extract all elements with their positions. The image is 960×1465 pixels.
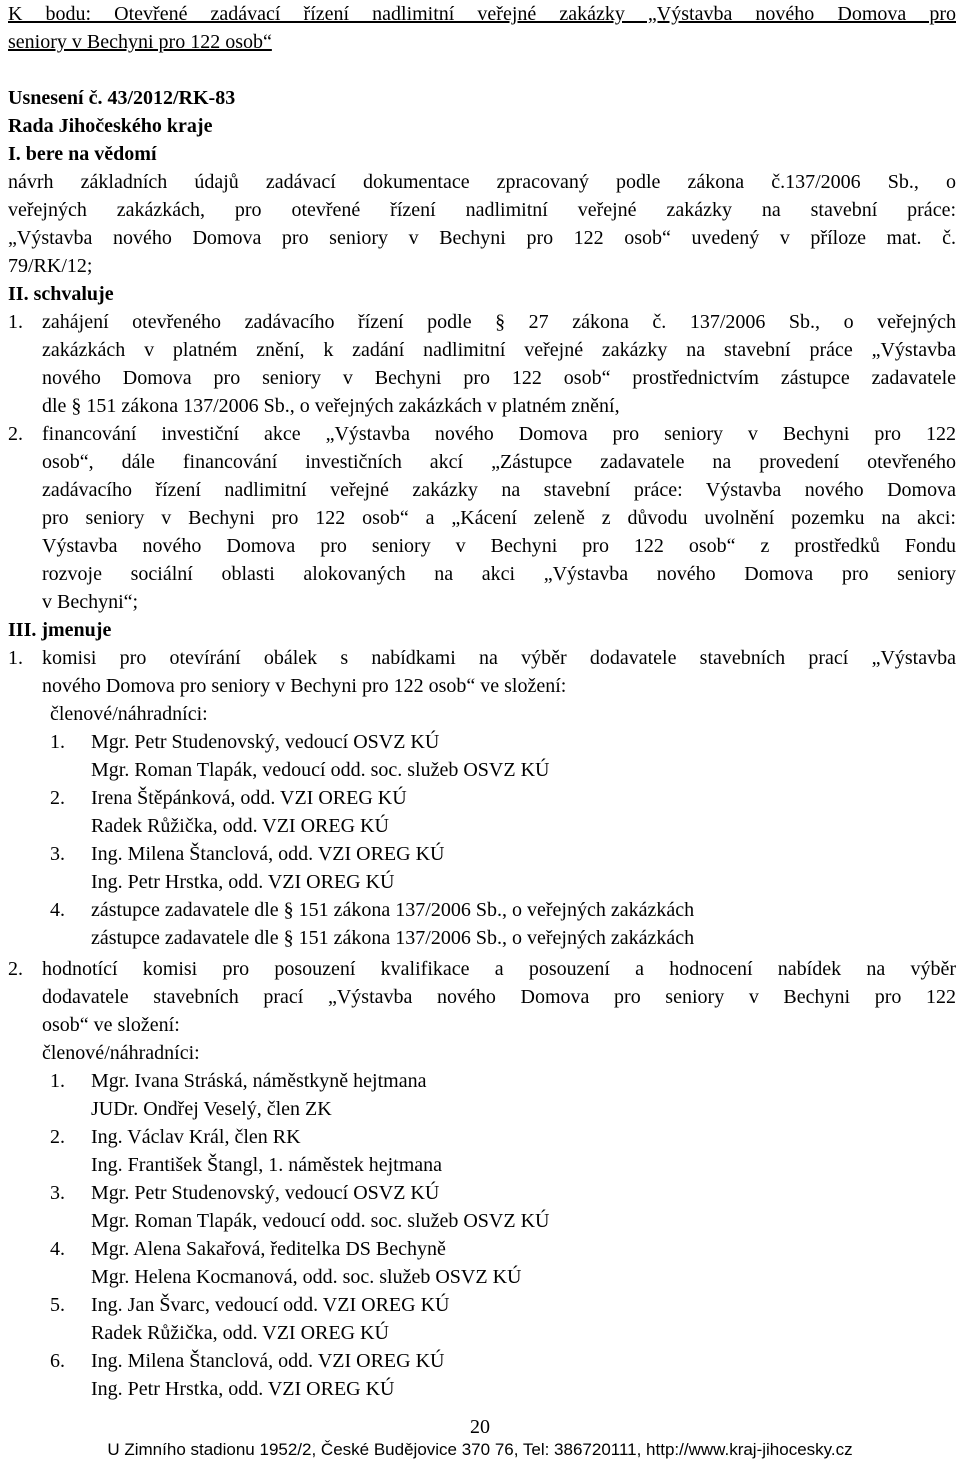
committee-member: zástupce zadavatele dle § 151 zákona 137/2006 Sb., o veřejných zakázkách <box>91 899 695 921</box>
members-label: členové/náhradníci: <box>50 703 208 725</box>
header-line-2: seniory v Bechyni pro 122 osob“ <box>8 31 272 53</box>
committee-alternate: Mgr. Roman Tlapák, vedoucí odd. soc. služeb OSVZ KÚ <box>91 759 550 781</box>
section-ii-item-number: 2. <box>8 423 23 445</box>
committee-alternate: Ing. František Štangl, 1. náměstek hejtmana <box>91 1154 443 1176</box>
section-ii-heading: II. schvaluje <box>8 283 114 305</box>
section-ii-item-1-line: nového Domova pro seniory v Bechyni pro 122 osob“ prostřednictvím zástupce zadavatele <box>42 367 956 389</box>
page-footer: U Zimního stadionu 1952/2, České Budějovice 370 76, Tel: 386720111, http://www.kraj-jihocesky.cz <box>107 1440 853 1459</box>
section-iii-item-2-line: dodavatele stavebních prací „Výstavba nového Domova pro seniory v Bechyni pro 122 <box>42 986 956 1008</box>
member-number: 1. <box>50 731 65 753</box>
committee-member: Mgr. Petr Studenovský, vedoucí OSVZ KÚ <box>91 1182 440 1204</box>
member-number: 3. <box>50 1182 65 1204</box>
section-iii-item-number: 1. <box>8 647 23 669</box>
section-i-line: 79/RK/12; <box>8 255 93 277</box>
committee-member: Ing. Václav Král, člen RK <box>91 1126 301 1148</box>
committee-member: Ing. Milena Štanclová, odd. VZI OREG KÚ <box>91 1350 445 1372</box>
committee-member: Ing. Milena Štanclová, odd. VZI OREG KÚ <box>91 843 445 865</box>
page-number: 20 <box>470 1416 490 1438</box>
committee-alternate: Mgr. Helena Kocmanová, odd. soc. služeb OSVZ KÚ <box>91 1266 522 1288</box>
section-ii-item-2-line: zadávacího řízení nadlimitní veřejné zakázky na stavební práce: Výstavba nového Domova <box>42 479 956 501</box>
member-number: 4. <box>50 899 65 921</box>
committee-alternate: Ing. Petr Hrstka, odd. VZI OREG KÚ <box>91 871 395 893</box>
section-i-line: návrh základních údajů zadávací dokumentace zpracovaný podle zákona č.137/2006 Sb., o <box>8 171 956 193</box>
resolution-number: Usnesení č. 43/2012/RK-83 <box>8 87 236 109</box>
committee-member: Irena Štěpánková, odd. VZI OREG KÚ <box>91 787 407 809</box>
section-i-line: „Výstavba nového Domova pro seniory v Bechyni pro 122 osob“ uvedený v příloze mat. č. <box>8 227 956 249</box>
section-ii-item-2-line: rozvoje sociální oblasti alokovaných na akci „Výstavba nového Domova pro seniory <box>42 563 956 585</box>
section-ii-item-2-line: v Bechyni“; <box>42 591 139 613</box>
section-iii-heading: III. jmenuje <box>8 619 112 641</box>
section-ii-item-2-line: financování investiční akce „Výstavba nového Domova pro seniory v Bechyni pro 122 <box>42 423 956 445</box>
committee-alternate: zástupce zadavatele dle § 151 zákona 137/2006 Sb., o veřejných zakázkách <box>91 927 695 949</box>
member-number: 2. <box>50 1126 65 1148</box>
section-iii-item-number: 2. <box>8 958 23 980</box>
section-ii-item-2-line: osob“, dále financování investičních akcí „Zástupce zadavatele na provedení otevřeného <box>42 451 956 473</box>
section-iii-item-1-line: komisi pro otevírání obálek s nabídkami na výběr dodavatele stavebních prací „Výstavba <box>42 647 956 669</box>
member-number: 2. <box>50 787 65 809</box>
member-number: 4. <box>50 1238 65 1260</box>
members-label: členové/náhradníci: <box>42 1042 200 1064</box>
committee-alternate: Radek Růžička, odd. VZI OREG KÚ <box>91 1322 389 1344</box>
section-ii-item-1-line: dle § 151 zákona 137/2006 Sb., o veřejných zakázkách v platném znění, <box>42 395 620 417</box>
member-number: 3. <box>50 843 65 865</box>
section-i-heading: I. bere na vědomí <box>8 143 157 165</box>
section-ii-item-1-line: zakázkách v platném znění, k zadání nadlimitní veřejné zakázky na stavební práce „Výstavba <box>42 339 956 361</box>
section-ii-item-1-line: zahájení otevřeného zadávacího řízení podle § 27 zákona č. 137/2006 Sb., o veřejných <box>42 311 956 333</box>
committee-member: Mgr. Ivana Stráská, náměstkyně hejtmana <box>91 1070 427 1092</box>
section-ii-item-2-line: pro seniory v Bechyni pro 122 osob“ a „Kácení zeleně z důvodu uvolnění pozemku na akci: <box>42 507 956 529</box>
resolution-body: Rada Jihočeského kraje <box>8 115 213 137</box>
section-ii-item-number: 1. <box>8 311 23 333</box>
section-i-line: veřejných zakázkách, pro otevřené řízení nadlimitní veřejné zakázky na stavební práce: <box>8 199 956 221</box>
member-number: 6. <box>50 1350 65 1372</box>
committee-member: Mgr. Alena Sakařová, ředitelka DS Bechyně <box>91 1238 446 1260</box>
section-iii-item-2-line: osob“ ve složení: <box>42 1014 180 1036</box>
member-number: 1. <box>50 1070 65 1092</box>
committee-alternate: JUDr. Ondřej Veselý, člen ZK <box>91 1098 332 1120</box>
member-number: 5. <box>50 1294 65 1316</box>
committee-alternate: Radek Růžička, odd. VZI OREG KÚ <box>91 815 389 837</box>
committee-alternate: Mgr. Roman Tlapák, vedoucí odd. soc. služeb OSVZ KÚ <box>91 1210 550 1232</box>
section-iii-item-2-line: hodnotící komisi pro posouzení kvalifikace a posouzení a hodnocení nabídek na výběr <box>42 958 956 980</box>
section-iii-item-1-line: nového Domova pro seniory v Bechyni pro 122 osob“ ve složení: <box>42 675 567 697</box>
committee-member: Ing. Jan Švarc, vedoucí odd. VZI OREG KÚ <box>91 1294 450 1316</box>
committee-member: Mgr. Petr Studenovský, vedoucí OSVZ KÚ <box>91 731 440 753</box>
committee-alternate: Ing. Petr Hrstka, odd. VZI OREG KÚ <box>91 1378 395 1400</box>
header-line-1: K bodu: Otevřené zadávací řízení nadlimitní veřejné zakázky „Výstavba nového Domova pro <box>8 3 956 25</box>
section-ii-item-2-line: Výstavba nového Domova pro seniory v Bechyni pro 122 osob“ z prostředků Fondu <box>42 535 956 557</box>
